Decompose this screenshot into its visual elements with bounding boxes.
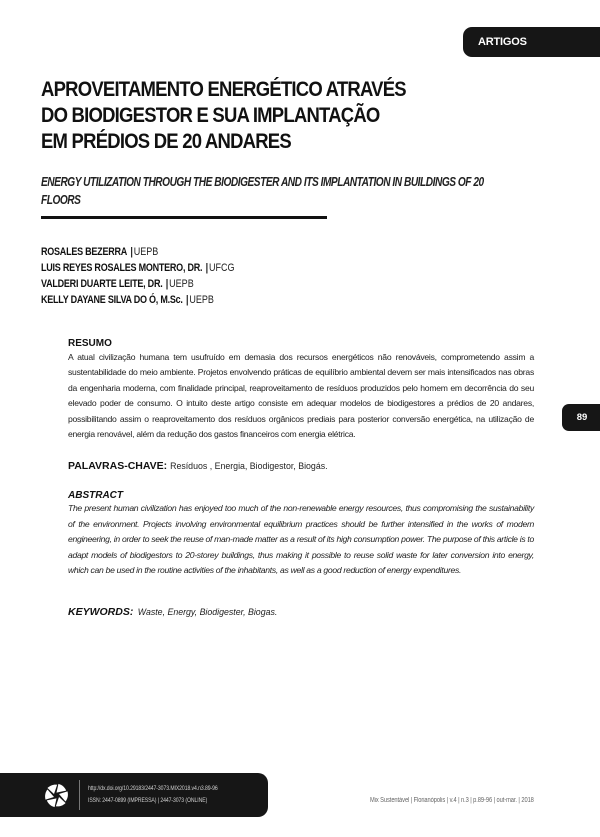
author-item <box>41 260 235 276</box>
abstract-text: The present human civilization has enjoyed too much of the non-renewable energy resources, thus compromising the sustainability of the environment. Projects involving environmental equilibrium practices should be further intensified in the works of modern engineering, in order to seek the reuse of man-made matter as a result of its high consumption power. The purpose of this article is to adapt models of biodigestors to 20-storey buildings, thus making it possible to reuse solid waste for later conversion into energy, which can be used in the routine activities of the inhabitants, as well as a good reduction of energy expenditures. <box>68 503 534 576</box>
author-name: ROSALES BEZERRA <box>41 246 128 258</box>
keywords-value: Waste, Energy, Biodigester, Biogas. <box>137 607 278 617</box>
keywords <box>68 602 534 620</box>
abstract-section <box>68 490 534 579</box>
author-name: KELLY DAYANE SILVA DO Ó, M.Sc. <box>41 294 183 306</box>
section-tab-artigos: ARTIGOS <box>463 27 600 57</box>
footer-bar <box>0 773 268 817</box>
author-institution: UFCG <box>208 262 235 274</box>
keywords-label: KEYWORDS: <box>68 606 134 618</box>
page-number-badge: 89 <box>562 404 600 431</box>
resumo-section <box>68 338 534 442</box>
resumo-text: A atual civilização humana tem usufruído em demasia dos recursos energéticos não renováveis, comprometendo assim a sustentabilidade do meio ambiente. Projetos envolvendo práticas de equilíbrio ambiental devem ser mais intensificados nas obras da engenharia moderna, com finalidade principal, reaproveitamento de resíduos produzidos pelo homem em decorrência do seu elevado poder de consumo. O intuito deste artigo consiste em adequar modelos de biodigestores a prédios de 20 andares, possibilitando assim o reaproveitamento dos resíduos orgânicos prediais para posterior conversão energética, na utilização de energia renovável, além da redução dos gastos financeiros com energia elétrica. <box>68 352 534 440</box>
author-separator: | <box>205 262 209 274</box>
author-institution: UEPB <box>133 246 159 258</box>
author-item <box>41 276 235 292</box>
author-institution: UEPB <box>189 294 214 306</box>
author-name: VALDERI DUARTE LEITE, DR. <box>41 278 163 290</box>
author-separator: | <box>130 246 133 258</box>
author-separator: | <box>165 278 169 290</box>
author-name: LUIS REYES ROSALES MONTERO, DR. <box>41 262 203 274</box>
pinwheel-logo-icon <box>43 782 70 809</box>
resumo-heading: RESUMO <box>68 338 112 349</box>
title-line-2: DO BIODIGESTOR E SUA IMPLANTAÇÃO <box>41 103 380 127</box>
title-line-3: EM PRÉDIOS DE 20 ANDARES <box>41 129 291 153</box>
author-institution: UEPB <box>169 278 194 290</box>
article-title-english: ENERGY UTILIZATION THROUGH THE BIODIGESTER AND ITS IMPLANTATION IN BUILDINGS OF 20 FLOORS <box>41 174 484 207</box>
footer-divider <box>79 780 80 810</box>
author-separator: | <box>185 294 189 306</box>
palavras-chave-label: PALAVRAS-CHAVE: <box>68 460 168 472</box>
title-divider <box>41 216 327 219</box>
title-line-1: APROVEITAMENTO ENERGÉTICO ATRAVÉS <box>41 77 406 101</box>
footer-info <box>88 783 218 807</box>
article-title <box>41 76 454 154</box>
palavras-chave <box>68 460 534 472</box>
palavras-chave-value: Resíduos , Energia, Biodigestor, Biogás. <box>170 461 328 471</box>
doi-link[interactable]: http://dx.doi.org/10.29183/2447-3073.MIX2018.v4.n3.89-96 <box>88 785 218 792</box>
journal-citation: Mix Sustentável | Florianópolis | v.4 | n.3 | p.89-96 | out-mar. | 2018 <box>370 797 534 804</box>
author-item <box>41 292 235 308</box>
author-list <box>41 244 235 308</box>
issn-text: ISSN: 2447-0899 (IMPRESSA) | 2447-3073 (ONLINE) <box>88 797 208 804</box>
author-item <box>41 244 235 260</box>
abstract-heading: ABSTRACT <box>68 490 123 501</box>
